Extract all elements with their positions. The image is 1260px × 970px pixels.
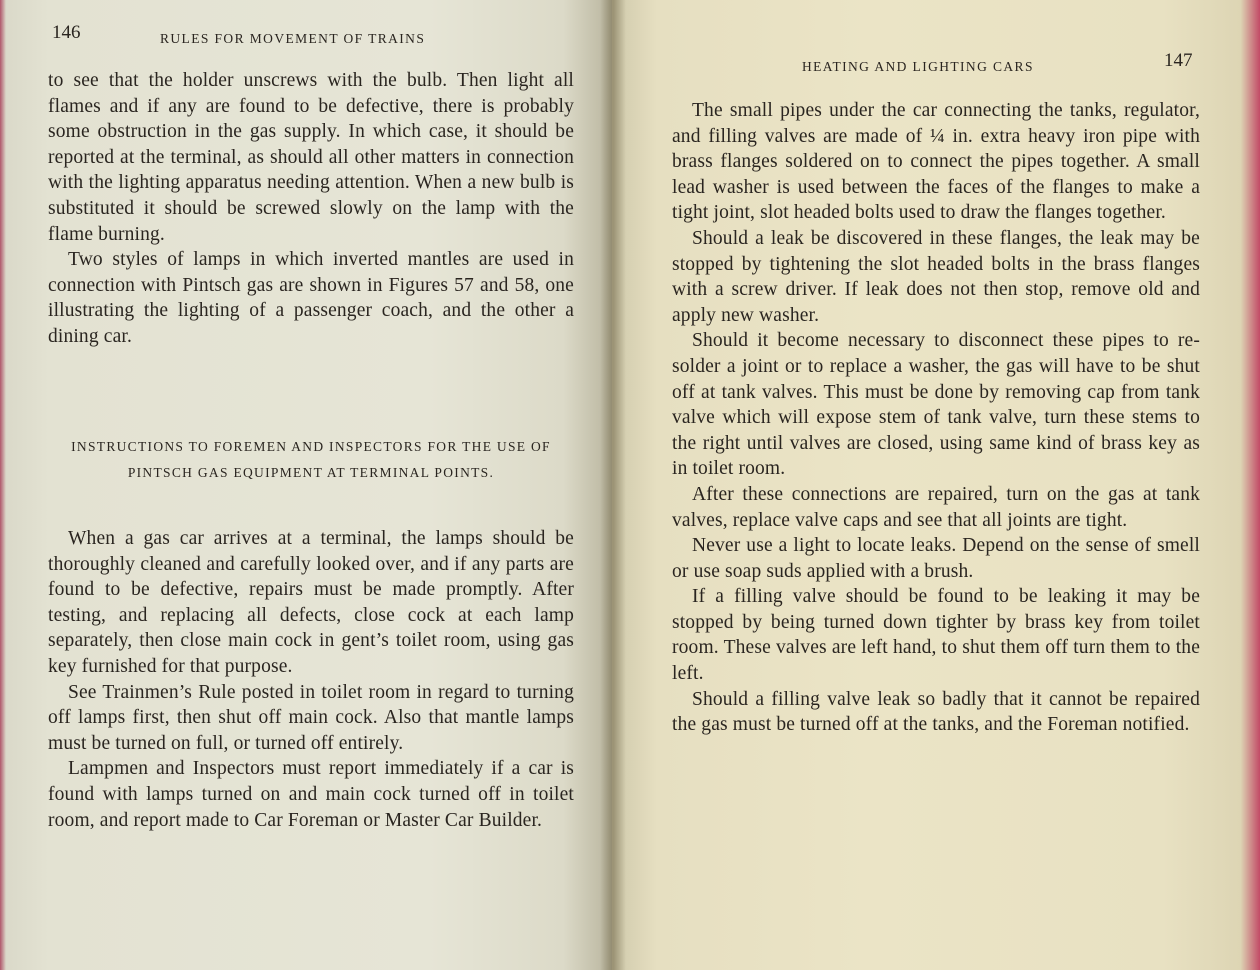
book-cover-edge	[0, 0, 6, 970]
book-gutter	[600, 0, 626, 970]
right-page	[612, 0, 1260, 970]
left-text-top	[48, 68, 574, 350]
paragraph: Never use a light to locate leaks. Depend on the sense of smell or use soap suds applied with a brush.	[672, 535, 1200, 582]
running-head-left: RULES FOR MOVEMENT OF TRAINS	[160, 31, 426, 46]
paragraph: Should a filling valve leak so badly that it cannot be repaired the gas must be turned off at the tanks, and the Foreman notified.	[672, 688, 1200, 736]
paragraph: to see that the holder unscrews with the bulb. Then light all flames and if any are found to be defective, there is probably some obstruction in the gas supply. In which case, it should be reported at the terminal, as should all other matters in connection with the lighting apparatus needing attention. When a new bulb is substituted it should be screwed slowly on the lamp with the flame burning.	[48, 70, 574, 245]
running-head-right: HEATING AND LIGHTING CARS	[802, 59, 1034, 74]
right-text	[672, 98, 1200, 738]
paragraph: Two styles of lamps in which inverted mantles are used in connection with Pintsch gas are shown in Figures 57 and 58, one illustrating the lighting of a passenger coach, and the other a dining car.	[48, 249, 574, 347]
paragraph: After these connections are repaired, turn on the gas at tank valves, replace valve caps and see that all joints are tight.	[672, 483, 1200, 531]
left-page	[0, 0, 612, 970]
paragraph: When a gas car arrives at a terminal, the lamps should be thoroughly cleaned and carefully looked over, and if any parts are found to be defective, repairs must be made promptly. After testing, and replacing all defects, close cock at each lamp separately, then close main cock in gent’s toilet room, using gas key furnished for that purpose.	[48, 528, 574, 677]
page-number-left: 146	[52, 22, 81, 43]
page-number-right: 147	[1164, 50, 1193, 71]
paragraph: Should a leak be discovered in these flanges, the leak may be stopped by tightening the slot headed bolts in the brass flanges with a screw driver. If leak does not then stop, remove old and apply new washer.	[672, 227, 1200, 326]
paragraph: The small pipes under the car connecting the tanks, regulator, and filling valves are made of ¼ in. extra heavy iron pipe with brass flanges soldered on to connect the pipes together. A small lead washer is used between the faces of the flanges to make a tight joint, slot headed bolts used to draw the flanges together.	[672, 100, 1200, 224]
left-text-bottom	[48, 526, 574, 833]
paragraph: See Trainmen’s Rule posted in toilet room in regard to turning off lamps first, then shut off main cock. Also that mantle lamps must be turned on full, or turned off entirely.	[48, 681, 574, 754]
paragraph: If a filling valve should be found to be leaking it may be stopped by being turned down tighter by brass key from toilet room. These valves are left hand, to shut them off turn them to the left.	[672, 586, 1200, 685]
section-heading: INSTRUCTIONS TO FOREMEN AND INSPECTORS FOR THE USE OF PINTSCH GAS EQUIPMENT AT TERMINAL POINTS.	[71, 439, 551, 480]
paragraph: Should it become necessary to disconnect these pipes to re-solder a joint or to replace a washer, the gas will have to be shut off at tank valves. This must be done by removing cap from tank valve which will expose stem of tank valve, turn these stems to the right until valves are closed, using same kind of brass key as in toilet room.	[672, 330, 1200, 480]
paragraph: Lampmen and Inspectors must report immediately if a car is found with lamps turned on and main cock turned off in toilet room, and report made to Car Foreman or Master Car Builder.	[48, 758, 574, 831]
